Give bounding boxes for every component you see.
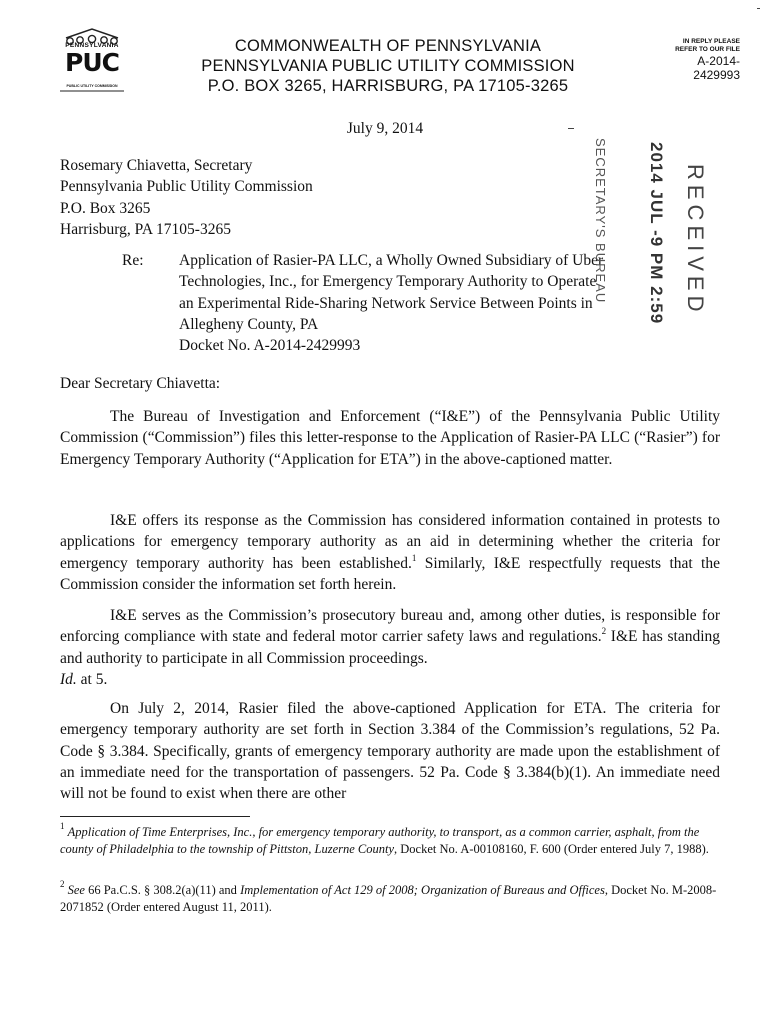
stray-mark: [757, 8, 760, 9]
paragraph-1-text: The Bureau of Investigation and Enforcement (“I&E”) of the Pennsylvania Public Utility Commission (“Commission”) files this letter-response to the Application of Rasier-PA LLC (“Rasier”) for Emergency Temporary Authority (“Application for ETA”) in the above-captioned matter.: [60, 408, 720, 468]
letter-date: July 9, 2014: [346, 120, 424, 137]
footnote-2-statute: 66 Pa.C.S. § 308.2(a)(11) and: [84, 883, 241, 897]
re-line-2: Technologies, Inc., for Emergency Temporary Authority to Operate: [179, 273, 597, 291]
paragraph-4: [60, 698, 720, 804]
recipient-org: Pennsylvania Public Utility Commission: [60, 178, 313, 196]
footnote-ref-1: 1: [411, 552, 417, 563]
reply-label-1: IN REPLY PLEASE: [682, 38, 740, 45]
paragraph-2: [60, 510, 720, 595]
footnote-2-case: Implementation of Act 129 of 2008; Organization of Bureaus and Offices: [240, 883, 605, 897]
reply-label-2: REFER TO OUR FILE: [675, 46, 740, 53]
re-line-1: Application of Rasier-PA LLC, a Wholly Owned Subsidiary of Uber: [179, 252, 604, 269]
recipient-name: Rosemary Chiavetta, Secretary: [60, 157, 253, 174]
file-number-2: 2429993: [693, 68, 740, 82]
logo-caption: PUBLIC UTILITY COMMISSION: [66, 84, 118, 88]
paragraph-1: [60, 406, 720, 470]
footnote-2-mark: 2: [60, 879, 65, 889]
re-docket: Docket No. A-2014-2429993: [179, 337, 361, 355]
letterhead-line-3: P.O. BOX 3265, HARRISBURG, PA 17105-3265: [207, 77, 569, 95]
re-line-3: an Experimental Ride-Sharing Network Service Between Points in: [179, 294, 593, 312]
recipient-city: Harrisburg, PA 17105-3265: [60, 220, 231, 238]
letterhead-address: [178, 36, 598, 96]
footnote-1-docket: , Docket No. A-00108160, F. 600 (Order entered July 7, 1988).: [394, 842, 709, 856]
stray-mark: [568, 128, 574, 129]
id-citation-page: at 5.: [76, 670, 108, 688]
received-stamp: RECEIVED: [683, 164, 708, 317]
date-time-stamp: 2014 JUL -9 PM 2:59: [647, 142, 666, 325]
re-line-4: Allegheny County, PA: [179, 315, 319, 333]
file-number-1: A-2014-: [697, 54, 740, 68]
paragraph-3: [60, 605, 720, 690]
re-label: Re:: [122, 252, 144, 269]
footnote-2-see: See: [67, 883, 85, 897]
puc-logo: [56, 28, 128, 96]
footnote-2: [60, 879, 720, 916]
footnote-1-mark: 1: [60, 821, 65, 831]
letterhead-line-2: PENNSYLVANIA PUBLIC UTILITY COMMISSION: [201, 57, 575, 75]
footnote-2-docket: , Docket No. M-2008-2071852 (Order entered August 11, 2011).: [60, 883, 717, 914]
footnote-ref-2: 2: [601, 626, 607, 637]
recipient-address: [60, 155, 313, 240]
logo-puc-text: PUC: [65, 48, 119, 77]
salutation: Dear Secretary Chiavetta:: [60, 375, 221, 392]
reply-reference: [632, 38, 740, 82]
paragraph-2-tail: Similarly, I&E respectfully requests that the Commission consider the information set forth herein.: [60, 554, 720, 593]
re-subject: [179, 250, 649, 356]
paragraph-3-text: I&E serves as the Commission’s prosecutory bureau and, among other duties, is responsible for enforcing compliance with state and federal motor carrier safety laws and regulations.: [60, 607, 720, 646]
footnote-divider: [60, 816, 250, 817]
footnote-1: [60, 821, 720, 858]
recipient-box: P.O. Box 3265: [60, 199, 151, 217]
secretary-bureau-stamp: SECRETARY'S BUREAU: [593, 138, 608, 304]
paragraph-4-text: On July 2, 2014, Rasier filed the above-captioned Application for ETA. The criteria for emergency temporary authority are set forth in Section 3.384 of the Commission’s regulations, 52 Pa. Code § 3.384. Specifically, grants of emergency temporary authority are made upon the establishment of an immediate need for the transportation of passengers. 52 Pa. Code § 3.384(b)(1). An immediate need will not be found to exist when there are other: [60, 700, 720, 803]
logo-state-text: PENNSYLVANIA: [65, 42, 119, 49]
letterhead-line-1: COMMONWEALTH OF PENNSYLVANIA: [234, 37, 542, 55]
footnote-1-case: Application of Time Enterprises, Inc., for emergency temporary authority, to transport, as a common carrier, asphalt, from the county of Philadelphia to the township of Pittston, Luzerne County: [60, 825, 700, 856]
id-citation: Id.: [60, 670, 77, 688]
paragraph-2-text: I&E offers its response as the Commission has considered information contained in protests to applications for emergency temporary authority as an aid in determining whether the criteria for emergency temporary authority has been established.: [60, 512, 720, 572]
paragraph-3-tail: I&E has standing and authority to participate in all Commission proceedings.: [60, 628, 721, 667]
